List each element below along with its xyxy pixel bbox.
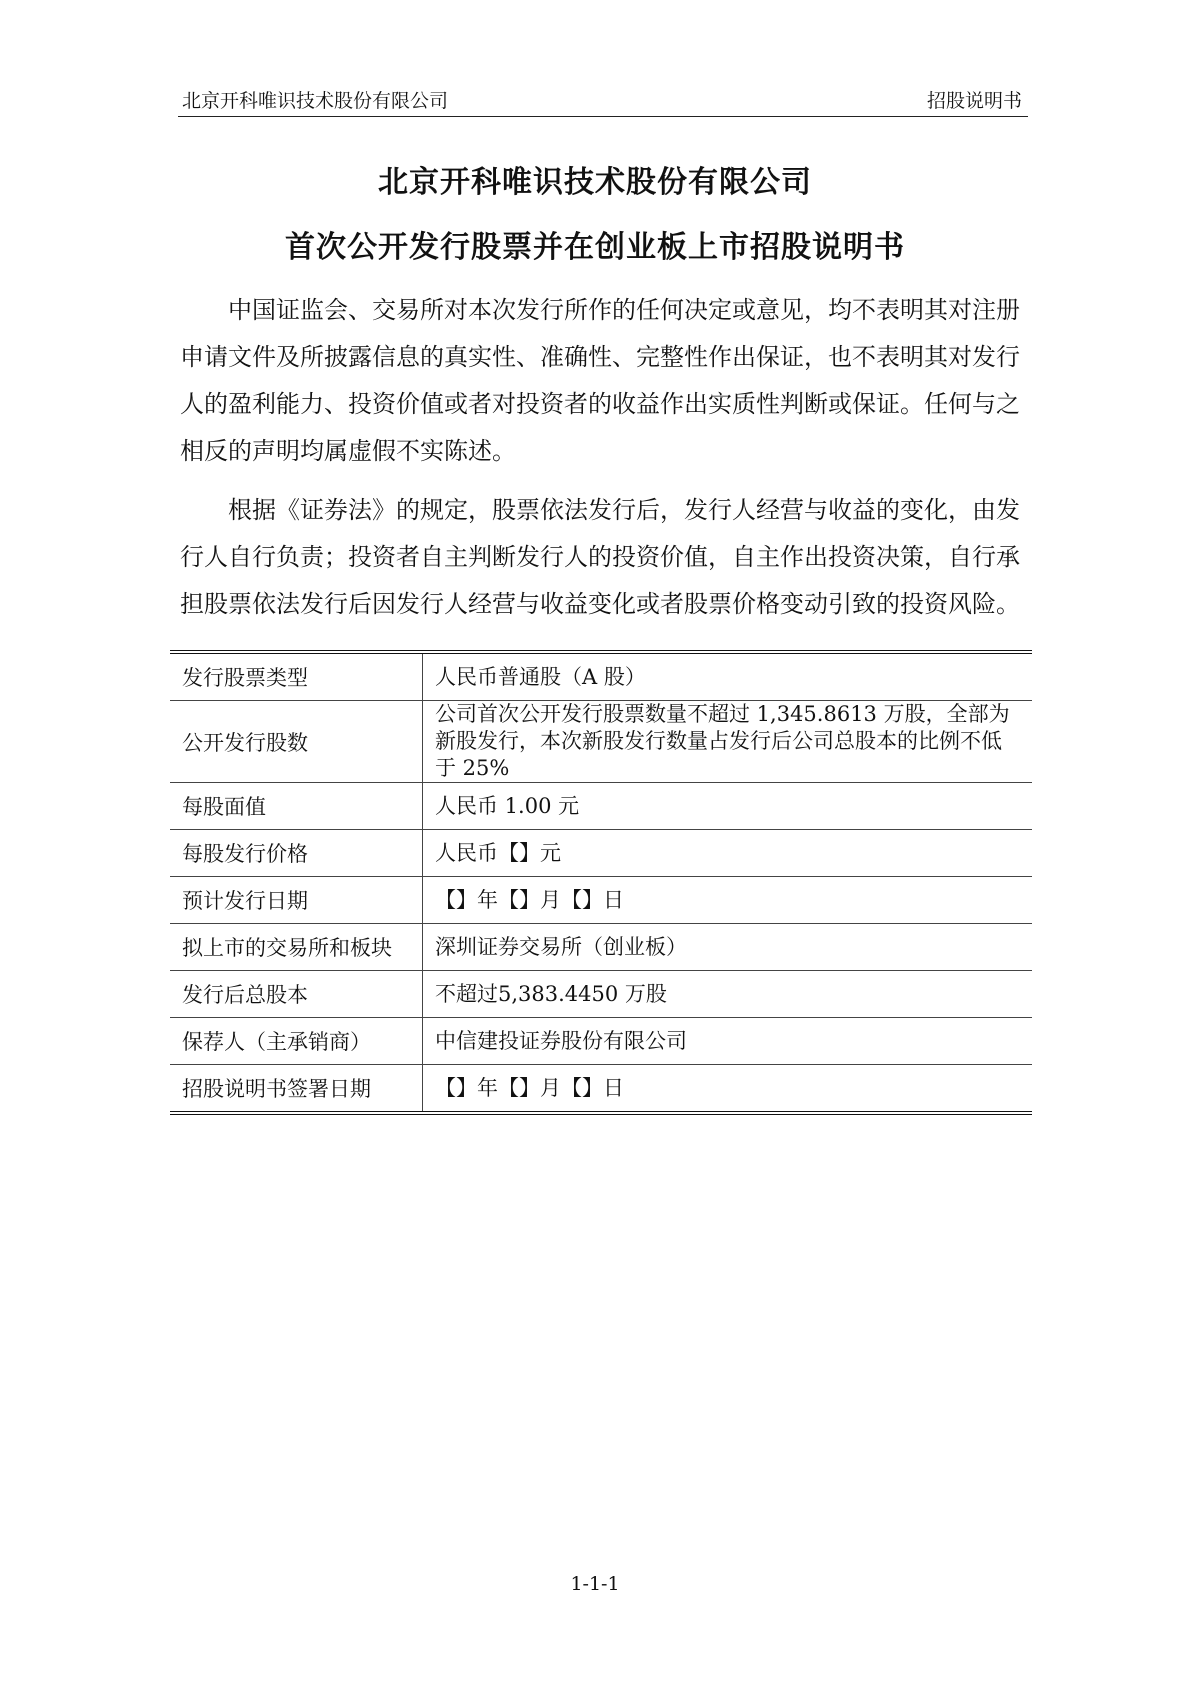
table-row (170, 1065, 1032, 1114)
row-value: 人民币 1.00 元 (423, 783, 1033, 830)
table-row (170, 701, 1032, 783)
row-label: 保荐人（主承销商） (170, 1018, 423, 1065)
row-value: 人民币【】元 (423, 830, 1033, 877)
table-row (170, 971, 1032, 1018)
row-label: 发行后总股本 (170, 971, 423, 1018)
row-value: 人民币普通股（A 股） (423, 652, 1033, 701)
row-value: 中信建投证券股份有限公司 (423, 1018, 1033, 1065)
table-row (170, 924, 1032, 971)
row-value: 【】年【】月【】日 (435, 1075, 624, 1100)
page-number: 1-1-1 (570, 1573, 620, 1595)
row-value: 不超过5,383.4450 万股 (423, 971, 1033, 1018)
row-value: 公司首次公开发行股票数量不超过 1,345.8613 万股，全部为新股发行，本次新股发行数量占发行后公司总股本的比例不低于 25% (423, 701, 1033, 783)
table-row (170, 830, 1032, 877)
document-title-line1: 北京开科唯识技术股份有限公司 (378, 165, 812, 200)
offering-info-table (170, 650, 1032, 1115)
row-label: 预计发行日期 (170, 877, 423, 924)
table-row (170, 1018, 1032, 1065)
row-label: 每股发行价格 (170, 830, 423, 877)
document-title-line2: 首次公开发行股票并在创业板上市招股说明书 (285, 230, 905, 265)
header-document-type: 招股说明书 (926, 90, 1022, 112)
row-label: 招股说明书签署日期 (170, 1065, 423, 1114)
disclaimer-paragraph-2: 根据《证券法》的规定，股票依法发行后，发行人经营与收益的变化，由发行人自行负责；投资者自主判断发行人的投资价值，自主作出投资决策，自行承担股票依法发行后因发行人经营与收益变化或者股票价格变动引致的投资风险。 (180, 496, 1020, 618)
table-row (170, 783, 1032, 830)
page-header (178, 82, 1028, 117)
header-company-name: 北京开科唯识技术股份有限公司 (182, 90, 449, 112)
row-value: 【】年【】月【】日 (423, 877, 1033, 924)
table-row (170, 652, 1032, 701)
row-value: 深圳证券交易所（创业板） (423, 924, 1033, 971)
row-label: 发行股票类型 (170, 652, 423, 701)
disclaimer-paragraph-1: 中国证监会、交易所对本次发行所作的任何决定或意见，均不表明其对注册申请文件及所披露信息的真实性、准确性、完整性作出保证，也不表明其对发行人的盈利能力、投资价值或者对投资者的收益作出实质性判断或保证。任何与之相反的声明均属虚假不实陈述。 (180, 296, 1020, 465)
table-row (170, 877, 1032, 924)
row-label: 拟上市的交易所和板块 (170, 924, 423, 971)
row-label: 公开发行股数 (170, 701, 423, 783)
row-label: 每股面值 (170, 783, 423, 830)
